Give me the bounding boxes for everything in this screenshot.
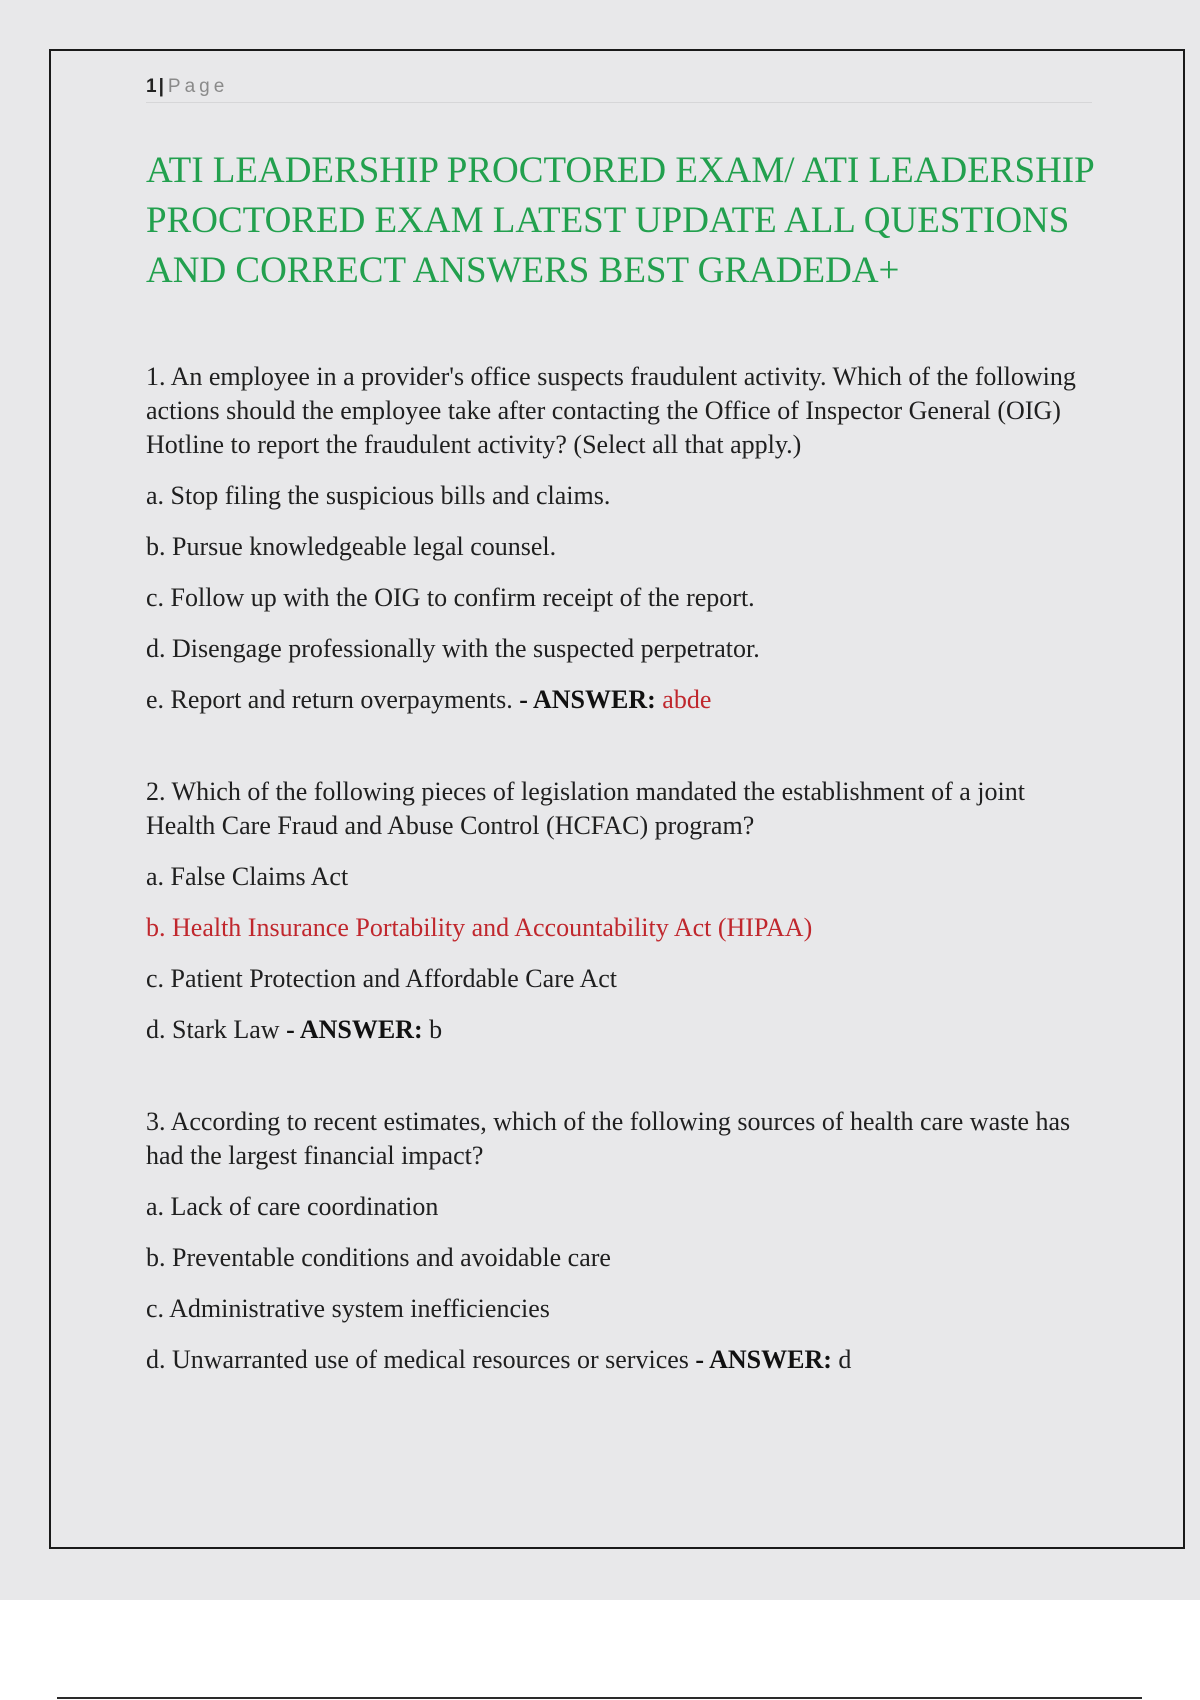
option-d-with-answer: [146, 1343, 1091, 1377]
option-b-highlighted: b. Health Insurance Portability and Accountability Act (HIPAA): [146, 913, 813, 942]
answer-label: - ANSWER:: [286, 1015, 423, 1044]
question-block-1: [146, 360, 1091, 717]
footer-divider: [57, 1697, 1142, 1699]
questions-list: [146, 360, 1091, 1377]
option-b: b. Preventable conditions and avoidable care: [146, 1243, 611, 1272]
option-a: a. Lack of care coordination: [146, 1192, 439, 1221]
page-header: [146, 72, 1092, 103]
page-separator: |: [158, 76, 164, 97]
page-label: Page: [167, 76, 229, 97]
option-a: a. Stop filing the suspicious bills and claims.: [146, 481, 611, 510]
question-block-2: [146, 775, 1091, 1047]
option-c: c. Administrative system inefficiencies: [146, 1294, 550, 1323]
question-text: 3. According to recent estimates, which of the following sources of health care waste has had the largest financial impact?: [146, 1107, 1071, 1170]
option-e-with-answer: [146, 683, 1091, 717]
option-c: c. Patient Protection and Affordable Care Act: [146, 964, 617, 993]
question-text: 1. An employee in a provider's office suspects fraudulent activity. Which of the following actions should the employee take after contacting the Office of Inspector General (OIG) Hotline to report the fraudulent activity? (Select all that apply.): [146, 362, 1076, 459]
option-e: e. Report and return overpayments.: [146, 685, 513, 714]
option-a: a. False Claims Act: [146, 862, 349, 891]
answer-value: b: [429, 1015, 443, 1044]
answer-label: - ANSWER:: [519, 685, 656, 714]
option-b: b. Pursue knowledgeable legal counsel.: [146, 532, 557, 561]
option-d: d. Stark Law: [146, 1015, 280, 1044]
option-d: d. Unwarranted use of medical resources or services: [146, 1345, 689, 1374]
page-number: 1: [146, 76, 157, 97]
question-text: 2. Which of the following pieces of legislation mandated the establishment of a joint Health Care Fraud and Abuse Control (HCFAC) program?: [146, 777, 1025, 840]
answer-value: abde: [662, 685, 712, 714]
document-title: ATI LEADERSHIP PROCTORED EXAM/ ATI LEADERSHIP PROCTORED EXAM LATEST UPDATE ALL QUESTIONS AND CORRECT ANSWERS BEST GRADEDA+: [146, 150, 1094, 291]
option-d: d. Disengage professionally with the suspected perpetrator.: [146, 634, 760, 663]
question-block-3: [146, 1105, 1091, 1377]
answer-label: - ANSWER:: [695, 1345, 832, 1374]
answer-value: d: [838, 1345, 852, 1374]
option-d-with-answer: [146, 1013, 1091, 1047]
option-c: c. Follow up with the OIG to confirm receipt of the report.: [146, 583, 755, 612]
